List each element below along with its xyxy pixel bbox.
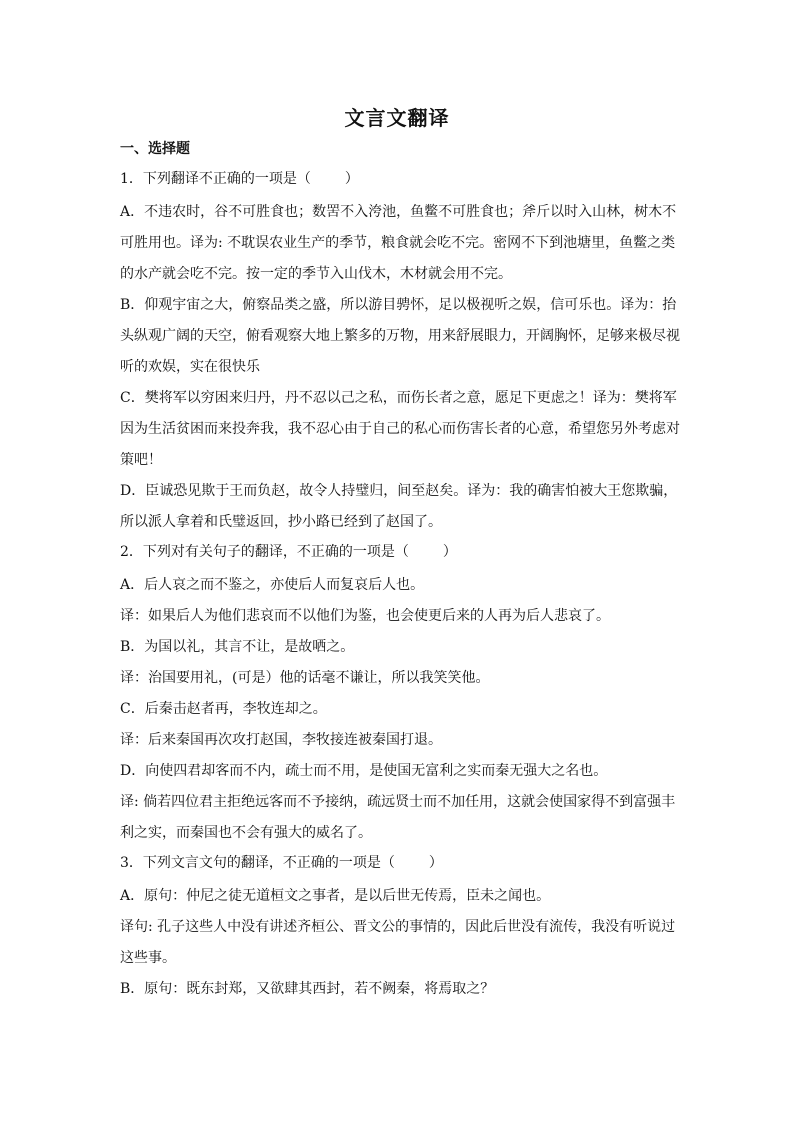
question-2-stem <box>120 538 680 567</box>
question-3-stem-text: 3．下列文言文句的翻译，不正确的一项是（ <box>120 855 395 871</box>
question-2-option-c: C．后秦击赵者再，李牧连却之。 <box>120 701 327 717</box>
question-list <box>120 165 680 1005</box>
question-2-translation-a: 译：如果后人为他们悲哀而不以他们为鉴，也会使更后来的人再为后人悲哀了。 <box>120 608 610 624</box>
question-1-stem-text: 1．下列翻译不正确的一项是（ <box>120 171 311 187</box>
question-2-translation-c: 译：后来秦国再次攻打赵国，李牧接连被秦国打退。 <box>120 732 442 748</box>
question-2-stem-text: 2．下列对有关句子的翻译，不正确的一项是（ <box>120 544 409 560</box>
question-1-stem-close: ） <box>344 171 359 187</box>
question-1-option-d: D．臣诚恐见欺于王而负赵，故令人持璧归，间至赵矣。译为：我的确害怕被大王您欺骗，所以派人拿着和氏璧返回，抄小路已经到了赵国了。 <box>120 483 678 530</box>
question-2-option-a: A．后人哀之而不鉴之，亦使后人而复哀后人也。 <box>120 577 425 593</box>
question-2-translation-b: 译：治国要用礼，(可是）他的话毫不谦让，所以我笑笑他。 <box>120 670 490 686</box>
question-2-translation-d: 译: 倘若四位君主拒绝远客而不予接纳，疏远贤士而不加任用，这就会使国家得不到富强丰利之实，而秦国也不会有强大的威名了。 <box>120 794 676 841</box>
question-3-option-b: B．原句：既东封郑，又欲肆其西封，若不阙秦，将焉取之？ <box>120 981 495 997</box>
question-3-translation-a: 译句: 孔子这些人中没有讲述齐桓公、晋文公的事情的，因此后世没有流传，我没有听说过这些事。 <box>120 919 676 966</box>
question-3-stem <box>120 849 680 878</box>
page-title: 文言文翻译 <box>344 106 450 130</box>
question-1-option-c: C．樊将军以穷困来归丹，丹不忍以己之私，而伤长者之意，愿足下更虑之！译为：樊将军因为生活贫困而来投奔我，我不忍心由于自己的私心而伤害长者的心意，希望您另外考虑对策吧！ <box>120 390 680 468</box>
question-1-option-a: A．不违农时，谷不可胜食也；数罟不入洿池，鱼鳖不可胜食也；斧斤以时入山林，树木不可胜用也。译为: 不耽误农业生产的季节，粮食就会吃不完。密网不下到池塘里，鱼鳖之类的水产就会吃不完。按一定的季节入山伐木，木材就会用不完。 <box>120 204 677 282</box>
question-2-option-b: B．为国以礼，其言不让，是故哂之。 <box>120 639 355 655</box>
question-3-option-a: A．原句：仲尼之徒无道桓文之事者，是以后世无传焉，臣未之闻也。 <box>120 888 551 904</box>
question-2-stem-close: ） <box>442 544 457 560</box>
section-heading: 一、选择题 <box>120 141 190 157</box>
question-3-stem-close: ） <box>428 855 443 871</box>
question-1-stem <box>120 165 680 194</box>
question-2-option-d: D．向使四君却客而不内，疏士而不用，是使国无富利之实而秦无强大之名也。 <box>120 763 608 779</box>
question-1-option-b: B．仰观宇宙之大，俯察品类之盛，所以游目骋怀，足以极视听之娱，信可乐也。译为：抬头纵观广阔的天空，俯看观察大地上繁多的万物，用来舒展眼力，开阔胸怀，足够来极尽视听的欢娱，实在很快乐 <box>120 297 680 375</box>
